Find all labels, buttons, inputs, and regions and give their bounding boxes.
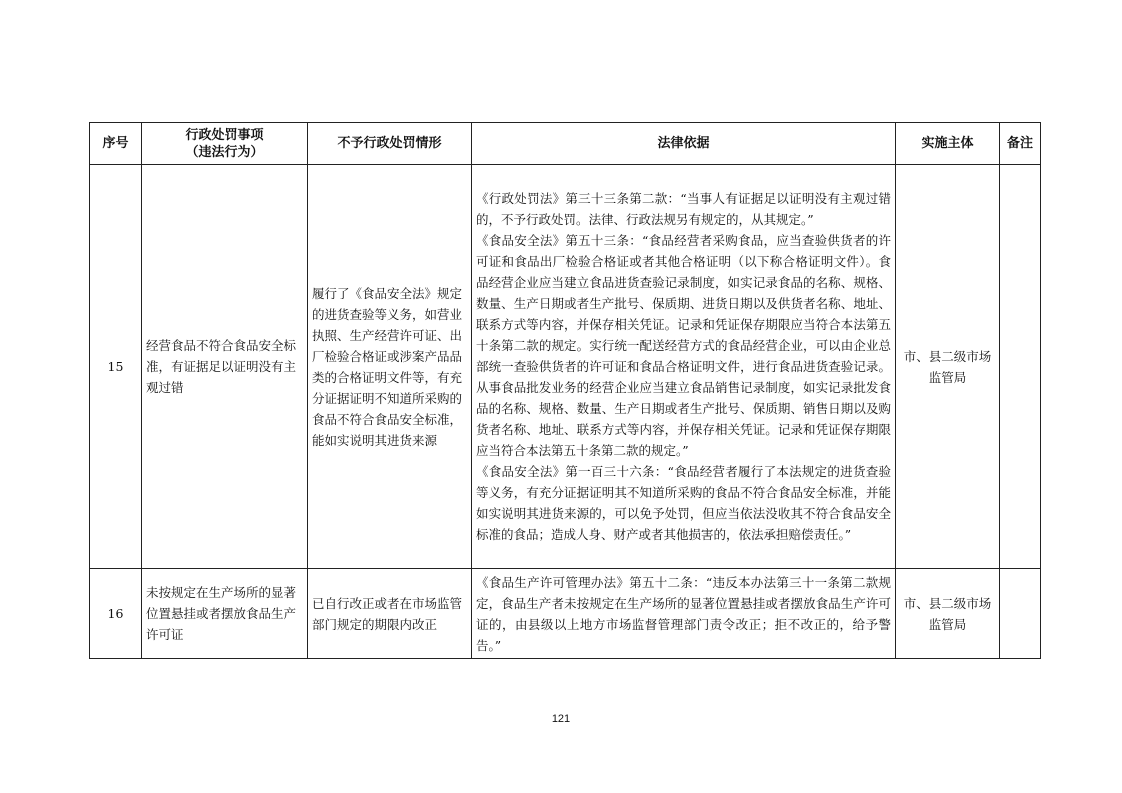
header-agency: 实施主体: [896, 123, 1000, 165]
header-matter-line1: 行政处罚事项: [185, 127, 264, 143]
legal-basis-paragraph: 《行政处罚法》第三十三条第二款：“当事人有证据足以证明没有主观过错的，不予行政处罚。法律、行政法规另有规定的，从其规定。”: [476, 191, 891, 227]
header-matter: [142, 123, 308, 165]
row-legal-basis: [472, 569, 896, 659]
header-index: 序号: [90, 123, 142, 165]
row-exemption: 履行了《食品安全法》规定的进货查验等义务，如营业执照、生产经营许可证、出厂检验合格证或涉案产品品类的合格证明文件等，有充分证据证明不知道所采购的食品不符合食品安全标准，能如实说明其进货来源: [308, 165, 472, 569]
header-remarks: 备注: [1000, 123, 1041, 165]
table-row: [90, 165, 1041, 569]
row-exemption: 已自行改正或者在市场监管部门规定的期限内改正: [308, 569, 472, 659]
table-row: [90, 569, 1041, 659]
row-index: 15: [90, 165, 142, 569]
row-remarks: [1000, 569, 1041, 659]
row-legal-basis: [472, 165, 896, 569]
row-agency: 市、县二级市场监管局: [896, 165, 1000, 569]
row-agency: 市、县二级市场监管局: [896, 569, 1000, 659]
header-exemption: 不予行政处罚情形: [308, 123, 472, 165]
page-number: 121: [551, 713, 571, 725]
header-matter-line2: （违法行为）: [185, 144, 264, 160]
penalty-table: [89, 122, 1041, 659]
legal-basis-paragraph: 《食品生产许可管理办法》第五十二条：“违反本办法第三十一条第二款规定，食品生产者未按规定在生产场所的显著位置悬挂或者摆放食品生产许可证的，由县级以上地方市场监督管理部门责令改正；拒不改正的，给予警告。”: [476, 574, 891, 653]
row-index: 16: [90, 569, 142, 659]
row-matter: 经营食品不符合食品安全标准，有证据足以证明没有主观过错: [142, 165, 308, 569]
row-matter: 未按规定在生产场所的显著位置悬挂或者摆放食品生产许可证: [142, 569, 308, 659]
row-remarks: [1000, 165, 1041, 569]
legal-basis-paragraph: 《食品安全法》第五十三条：“食品经营者采购食品，应当查验供货者的许可证和食品出厂检验合格证或者其他合格证明（以下称合格证明文件）。食品经营企业应当建立食品进货查验记录制度，如实记录食品的名称、规格、数量、生产日期或者生产批号、保质期、进货日期以及供货者名称、地址、联系方式等内容，并保存相关凭证。记录和凭证保存期限应当符合本法第五十条第二款的规定。实行统一配送经营方式的食品经营企业，可以由企业总部统一查验供货者的许可证和食品合格证明文件，进行食品进货查验记录。从事食品批发业务的经营企业应当建立食品销售记录制度，如实记录批发食品的名称、规格、数量、生产日期或者生产批号、保质期、销售日期以及购货者名称、地址、联系方式等内容，并保存相关凭证。记录和凭证保存期限应当符合本法第五十条第二款的规定。”: [476, 233, 891, 458]
table-header-row: [90, 123, 1041, 165]
header-legal-basis: 法律依据: [472, 123, 896, 165]
legal-basis-paragraph: 《食品安全法》第一百三十六条：“食品经营者履行了本法规定的进货查验等义务，有充分证据证明其不知道所采购的食品不符合食品安全标准，并能如实说明其进货来源的，可以免予处罚，但应当依法没收其不符合食品安全标准的食品；造成人身、财产或者其他损害的，依法承担赔偿责任。”: [476, 464, 891, 542]
